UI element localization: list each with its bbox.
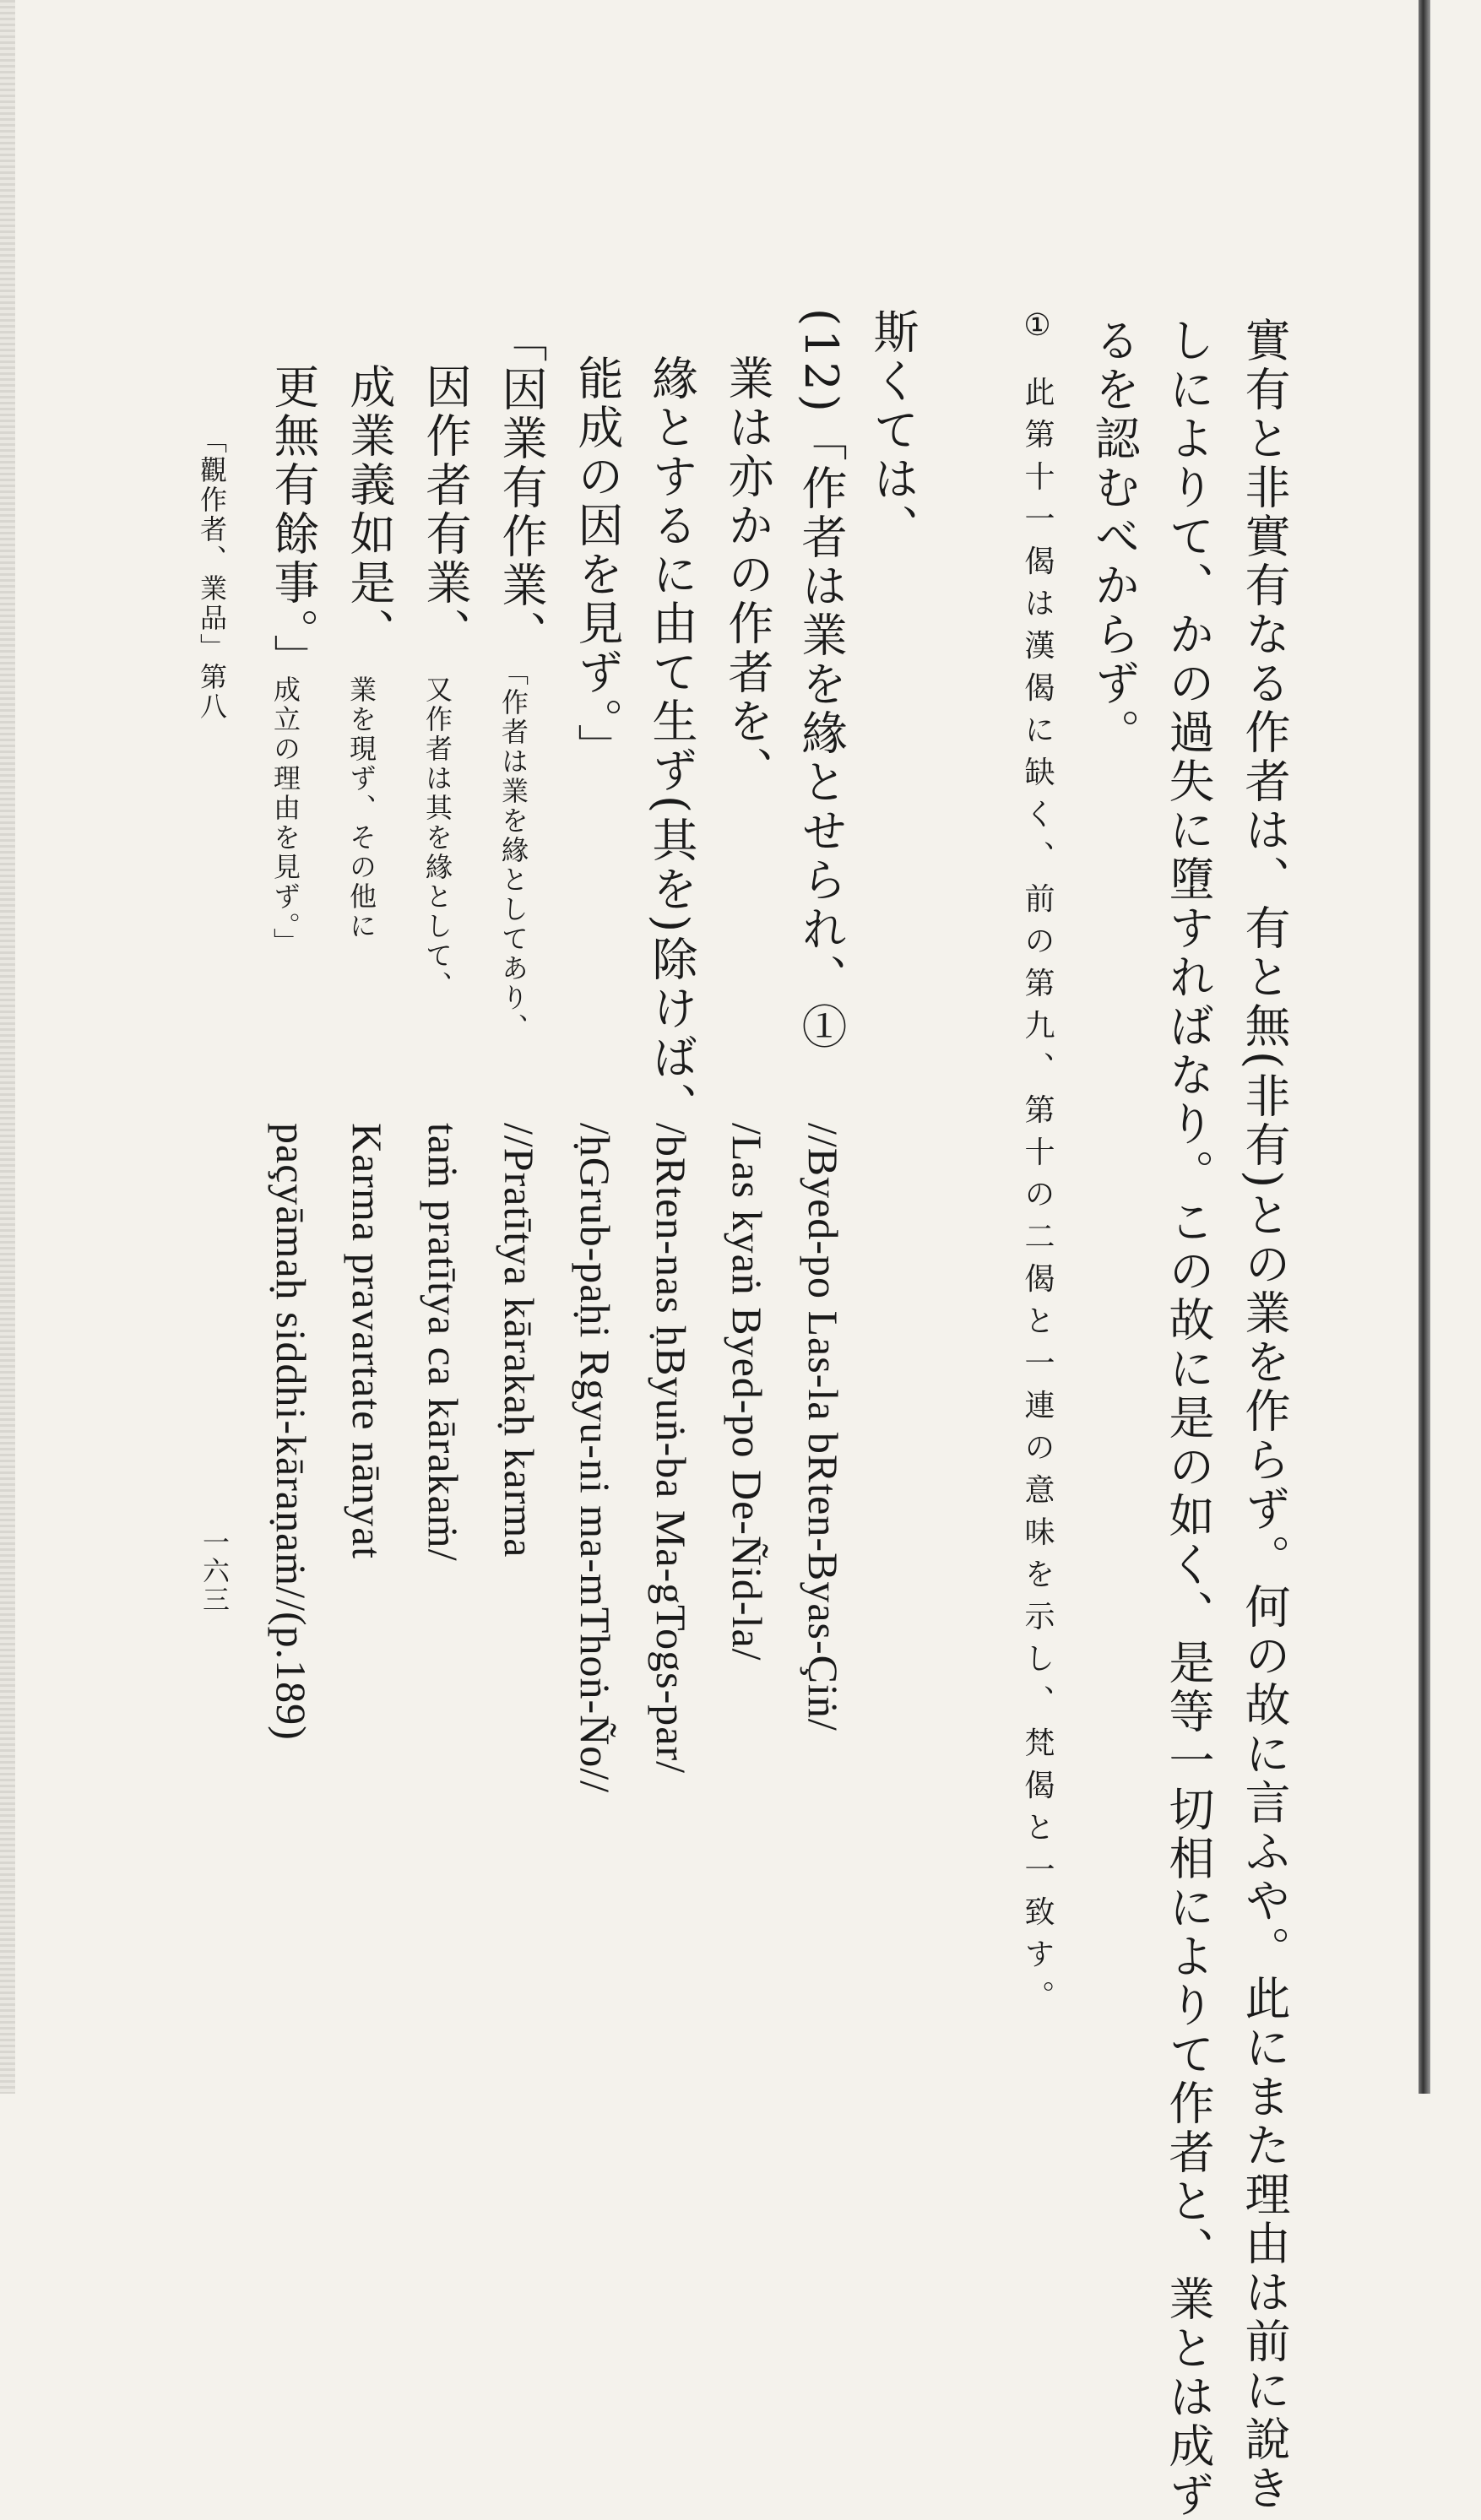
running-footer: 「觀作者、業品」第八 bbox=[196, 426, 228, 722]
verse-line-3: 緣とするに由て生ず(其を)除けば、 bbox=[645, 355, 698, 1132]
tibetan-line-4: /ḥGrub-paḥi Rgyu-ni ma-mThoṅ-Ño// bbox=[572, 1123, 619, 1793]
kanbun-line-1: 「因業有作業、 bbox=[495, 317, 548, 659]
verse-line-2: 業は亦かの作者を、 bbox=[721, 355, 774, 795]
kanbun-gloss-1: 「作者は業を緣としてあり、 bbox=[497, 658, 529, 1043]
page-number: 一六三 bbox=[198, 1528, 231, 1614]
binding-shadow bbox=[1419, 0, 1430, 2094]
sanskrit-line-2: taṁ pratītya ca kārakaṁ/ bbox=[420, 1123, 467, 1562]
sanskrit-line-4: paçyāmaḥ siddhi-kāraṇaṁ//(p.189) bbox=[268, 1123, 315, 1741]
tibetan-line-1: //Byed-po Las-la bRten-Byas-Çiṅ/ bbox=[800, 1123, 847, 1731]
sanskrit-line-1: //Pratītya kārakaḥ karma bbox=[496, 1123, 543, 1558]
intro-text: 斯くては、 bbox=[866, 308, 920, 553]
kanbun-line-3: 成業義如是、 bbox=[343, 363, 396, 657]
body-line-3: るを認むべからず。 bbox=[1088, 317, 1141, 757]
body-line-1: 實有と非實有なる作者は、有と無(非有)との業を作らず。何の故に言ふや。此にまた理由は前に說き bbox=[1238, 317, 1291, 2514]
tibetan-line-2: /Las kyaṅ Byed-po De-Ñid-la/ bbox=[724, 1123, 771, 1661]
kanbun-gloss-2: 又作者は其を緣として、 bbox=[421, 675, 453, 1000]
scan-left-edge bbox=[0, 0, 15, 2094]
body-line-2: しによりて、かの過失に墮すればなり。この故に是の如く、是等一切相によりて作者と、業とは成ず bbox=[1162, 317, 1215, 2520]
kanbun-gloss-3: 業を現ず、その他に bbox=[345, 675, 377, 941]
verse-line-1: (12)「作者は業を緣とせられ、① bbox=[795, 308, 848, 1052]
footnote: ① 此第十一偈は漢偈に缺く、前の第九、第十の二偈と一連の意味を示し、梵偈と一致す。 bbox=[1020, 308, 1055, 2023]
sanskrit-line-3: Karma pravartate nānyat bbox=[344, 1123, 391, 1560]
kanbun-line-4: 更無有餘事。」 bbox=[267, 363, 320, 683]
kanbun-gloss-4: 成立の理由を見ず。」 bbox=[269, 675, 301, 957]
tibetan-line-3: /bRten-nas ḥByuṅ-ba Ma-gTogs-par/ bbox=[648, 1123, 695, 1775]
kanbun-line-2: 因作者有業、 bbox=[419, 363, 472, 657]
verse-line-4: 能成の因を見ず。」 bbox=[571, 355, 624, 772]
